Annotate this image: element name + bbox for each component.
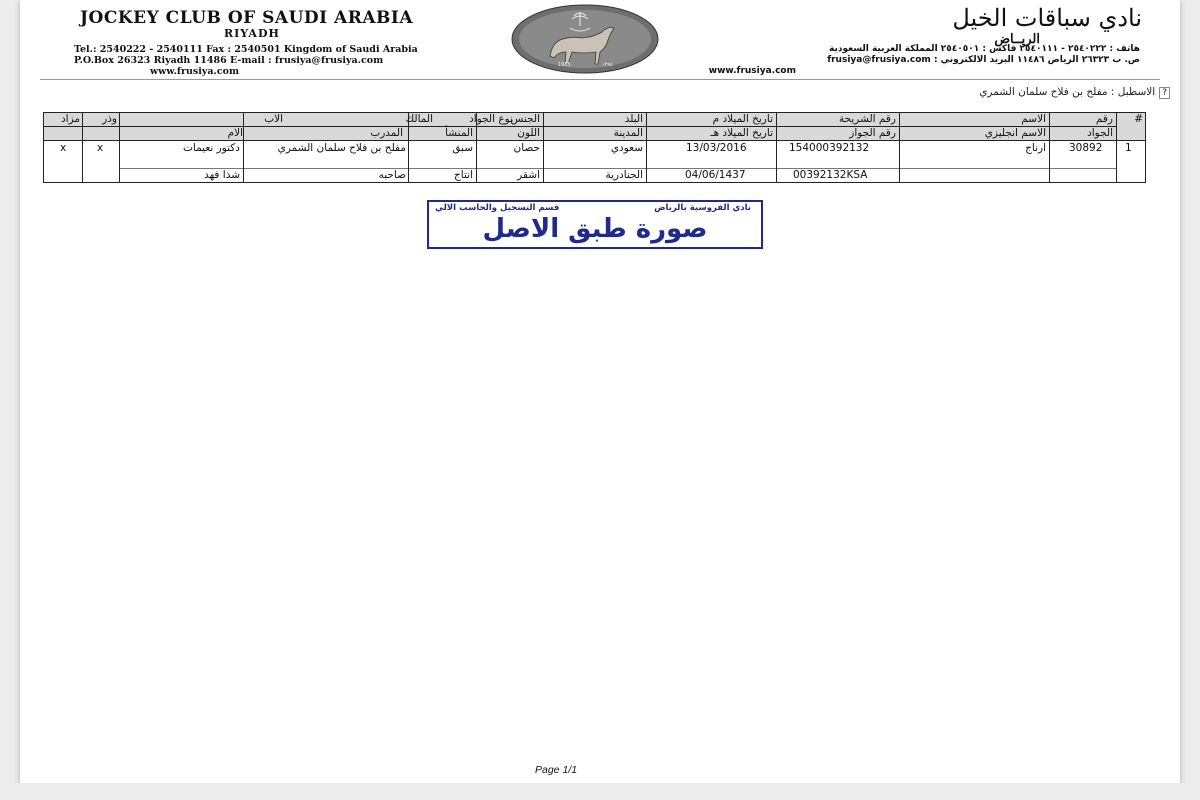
col-header-sex: الجنس	[510, 113, 540, 125]
arabic-contact-line-2: ص. ب ٢٦٣٢٣ الرياض ١١٤٨٦ البريد الالكتروني : frusiya@frusiya.com	[827, 55, 1140, 65]
grid-line	[776, 112, 777, 183]
cell-name: ارناج	[1025, 142, 1046, 154]
jockey-club-logo	[510, 4, 660, 74]
cell-color: اشقر	[517, 169, 540, 181]
col-header-dob-h: تاريخ الميلاد هـ	[710, 127, 773, 139]
stamp-issuer: نادي الفروسية بالرياض	[654, 203, 751, 213]
certified-copy-stamp	[427, 200, 763, 249]
arabic-title: نادي سباقات الخيل	[952, 4, 1142, 32]
horse-registration-table	[43, 112, 1146, 183]
checkbox-icon: ?	[1159, 87, 1170, 99]
cell-country: سعودي	[610, 142, 643, 154]
cell-city: الجنادرية	[605, 169, 643, 181]
col-header-chip: رقم الشريحة	[838, 113, 896, 125]
stable-owner-text: الاسطبل : مفلح بن فلاح سلمان الشمري	[979, 86, 1156, 98]
grid-line	[646, 112, 647, 183]
arabic-contact-line-1: هاتف : ٢٥٤٠٢٢٢ - ٢٥٤٠١١١ فاكس : ٢٥٤٠٥٠١ المملكة العربية السعودية	[829, 44, 1140, 54]
grid-line	[43, 182, 1146, 183]
grid-line	[43, 126, 1116, 127]
cell-passport: 00392132KSA	[793, 169, 868, 181]
arabic-city: الريــاض	[994, 32, 1040, 47]
stamp-department: قسم التسجيل والحاسب الالي	[435, 203, 560, 213]
grid-line	[82, 112, 83, 183]
page-number: Page 1/1	[535, 764, 578, 776]
grid-line	[543, 112, 544, 183]
col-header-city: المدينة	[613, 127, 643, 139]
col-header-type: نوع الجواد	[469, 113, 513, 125]
cell-auction: x	[60, 142, 67, 154]
grid-line	[899, 112, 900, 183]
grid-line	[1116, 112, 1117, 183]
col-header-horse-no-2: الجواد	[1087, 127, 1113, 139]
stable-owner-line	[979, 86, 1170, 99]
col-header-dob-g: تاريخ الميلاد م	[712, 113, 773, 125]
cell-dam: شذا فهد	[204, 169, 240, 181]
col-header-english-name: الاسم انجليزي	[984, 127, 1046, 139]
cell-horse-no: 30892	[1069, 142, 1103, 154]
col-header-origin: المنشأ	[445, 127, 473, 139]
viewer-bottom-margin	[0, 783, 1200, 800]
col-header-passport: رقم الجواز	[849, 127, 896, 139]
cell-type: سبق	[452, 142, 473, 154]
col-header-horse-no: رقم	[1095, 113, 1113, 125]
grid-line	[43, 112, 1146, 113]
header-divider	[40, 79, 1160, 80]
col-header-auction: مزاد	[60, 113, 80, 125]
cell-chip: 154000392132	[789, 142, 870, 154]
col-header-sire: الاب	[264, 113, 283, 125]
grid-line	[1049, 112, 1050, 183]
cell-dob-g: 13/03/2016	[686, 142, 747, 154]
grid-line	[43, 112, 44, 183]
cell-dob-h: 04/06/1437	[685, 169, 746, 181]
col-header-index: #	[1134, 113, 1143, 125]
arabic-website: www.frusiya.com	[708, 66, 796, 76]
col-header-dam: الام	[227, 127, 243, 139]
cell-trainer: صاحبه	[378, 169, 406, 181]
grid-line	[243, 112, 244, 183]
cell-index: 1	[1125, 142, 1132, 154]
cell-withdrawn: x	[97, 142, 104, 154]
col-header-color: اللون	[517, 127, 540, 139]
cell-sire: دكتور نعيمات	[183, 142, 240, 154]
cell-owner: مفلح بن فلاح سلمان الشمري	[277, 142, 406, 154]
english-title: JOCKEY CLUB OF SAUDI ARABIA	[80, 8, 414, 28]
grid-line	[1145, 112, 1146, 183]
english-contact-line-2: P.O.Box 26323 Riyadh 11486 E-mail : frusiya@frusiya.com	[74, 55, 384, 66]
cell-origin: انتاج	[454, 169, 473, 181]
grid-line	[43, 140, 1146, 141]
col-header-country: البلد	[624, 113, 643, 125]
cell-sex: حصان	[513, 142, 540, 154]
col-header-name: الاسم	[1021, 113, 1046, 125]
col-header-withdrawn: وذر	[102, 113, 117, 125]
logo-year-hijri: ١٣٨٥	[602, 62, 613, 68]
col-header-owner: المالك	[405, 113, 433, 125]
logo-year-gregorian: 1965	[558, 62, 571, 68]
english-city: RIYADH	[224, 27, 280, 40]
english-contact-line-1: Tel.: 2540222 - 2540111 Fax : 2540501 Kingdom of Saudi Arabia	[74, 44, 418, 55]
col-header-trainer: المدرب	[370, 127, 403, 139]
english-website: www.frusiya.com	[150, 66, 239, 77]
stamp-text: صورة طبق الاصل	[482, 214, 708, 244]
grid-line	[119, 112, 120, 183]
